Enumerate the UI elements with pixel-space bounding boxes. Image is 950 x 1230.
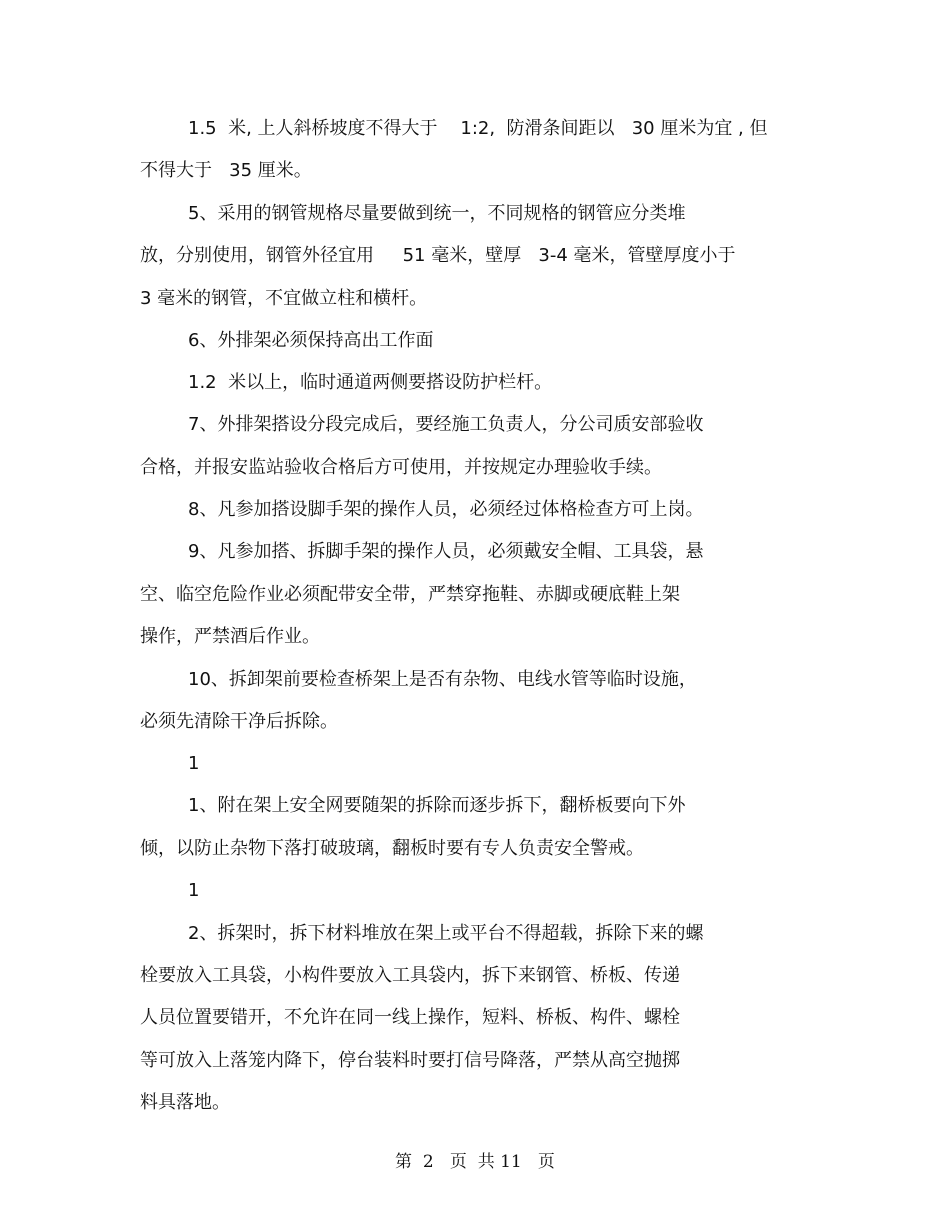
text-line: 等可放入上落笼内降下，停台装料时要打信号降落，严禁从高空抛掷: [140, 1050, 680, 1071]
text-line: 不得大于 35 厘米。: [140, 160, 312, 181]
text-line: 人员位置要错开，不允许在同一线上操作，短料、桥板、构件、螺栓: [140, 1007, 680, 1028]
text-line: 8、凡参加搭设脚手架的操作人员，必须经过体格检查方可上岗。: [188, 499, 704, 520]
text-line: 7、外排架搭设分段完成后，要经施工负责人，分公司质安部验收: [188, 414, 704, 435]
text-line: 1: [188, 753, 200, 774]
text-line: 10、拆卸架前要检查桥架上是否有杂物、电线水管等临时设施，: [188, 669, 697, 690]
text-line: 放，分别使用，钢管外径宜用 51 毫米，壁厚 3-4 毫米，管壁厚度小于: [140, 245, 736, 266]
text-line: 倾，以防止杂物下落打破玻璃，翻板时要有专人负责安全警戒。: [140, 838, 644, 859]
text-line: 1、附在架上安全网要随架的拆除而逐步拆下，翻桥板要向下外: [188, 795, 686, 816]
text-line: 6、外排架必须保持高出工作面: [188, 330, 434, 351]
text-line: 料具落地。: [140, 1092, 230, 1113]
text-line: 5、采用的钢管规格尽量要做到统一，不同规格的钢管应分类堆: [188, 203, 686, 224]
text-line: 1.5 米, 上人斜桥坡度不得大于 1:2, 防滑条间距以 30 厘米为宜 , 但: [188, 118, 768, 139]
text-line: 合格，并报安监站验收合格后方可使用，并按规定办理验收手续。: [140, 457, 662, 478]
text-line: 2、拆架时，拆下材料堆放在架上或平台不得超载，拆除下来的螺: [188, 923, 704, 944]
text-line: 操作，严禁酒后作业。: [140, 626, 320, 647]
text-line: 必须先清除干净后拆除。: [140, 711, 338, 732]
text-line: 空、临空危险作业必须配带安全带，严禁穿拖鞋、赤脚或硬底鞋上架: [140, 584, 680, 605]
text-line: 1: [188, 880, 200, 901]
text-line: 9、凡参加搭、拆脚手架的操作人员，必须戴安全帽、工具袋，悬: [188, 541, 704, 562]
text-line: 栓要放入工具袋，小构件要放入工具袋内，拆下来钢管、桥板、传递: [140, 965, 680, 986]
text-line: 1.2 米以上，临时通道两侧要搭设防护栏杆。: [188, 372, 553, 393]
text-line: 3 毫米的钢管，不宜做立柱和横杆。: [140, 288, 428, 309]
page-number-footer: 第 2 页 共 11 页: [395, 1152, 555, 1172]
